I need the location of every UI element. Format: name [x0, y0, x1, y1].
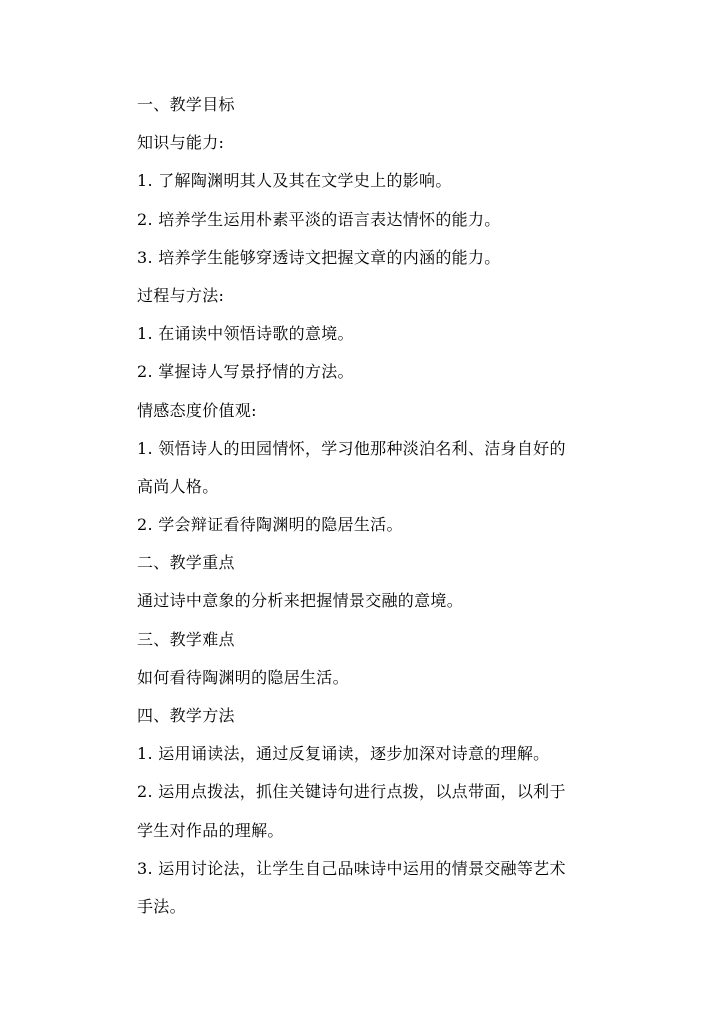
- list-item: 1. 领悟诗人的田园情怀，学习他那种淡泊名利、洁身自好的: [137, 438, 566, 458]
- list-item: 2. 培养学生运用朴素平淡的语言表达情怀的能力。: [137, 209, 501, 229]
- heading-teaching-methods: 四、教学方法: [137, 706, 235, 725]
- list-item: 3. 培养学生能够穿透诗文把握文章的内涵的能力。: [137, 247, 501, 267]
- subheading-emotion-attitude-values: 情感态度价值观:: [137, 400, 257, 420]
- list-item-continuation: 手法。: [137, 896, 186, 916]
- list-item: 2. 学会辩证看待陶渊明的隐居生活。: [137, 515, 403, 535]
- heading-teaching-difficulty: 三、教学难点: [137, 629, 235, 649]
- paragraph: 如何看待陶渊明的隐居生活。: [137, 667, 349, 687]
- list-item: 2. 掌握诗人写景抒情的方法。: [137, 362, 354, 382]
- list-item: 1. 运用诵读法，通过反复诵读，逐步加深对诗意的理解。: [137, 744, 550, 764]
- heading-teaching-focus: 二、教学重点: [137, 553, 235, 573]
- subheading-knowledge-ability: 知识与能力:: [137, 133, 225, 153]
- list-item: 3. 运用讨论法，让学生自己品味诗中运用的情景交融等艺术: [137, 858, 566, 878]
- list-item: 1. 了解陶渊明其人及其在文学史上的影响。: [137, 171, 452, 191]
- list-item-continuation: 高尚人格。: [137, 476, 219, 496]
- list-item: 2. 运用点拨法，抓住关键诗句进行点拨，以点带面，以利于: [137, 782, 566, 802]
- list-item: 1. 在诵读中领悟诗歌的意境。: [137, 324, 354, 344]
- paragraph: 通过诗中意象的分析来把握情景交融的意境。: [137, 591, 464, 611]
- heading-teaching-goals: 一、教学目标: [137, 95, 235, 114]
- subheading-process-method: 过程与方法:: [137, 285, 225, 305]
- list-item-continuation: 学生对作品的理解。: [137, 820, 284, 840]
- document-body: [137, 89, 587, 929]
